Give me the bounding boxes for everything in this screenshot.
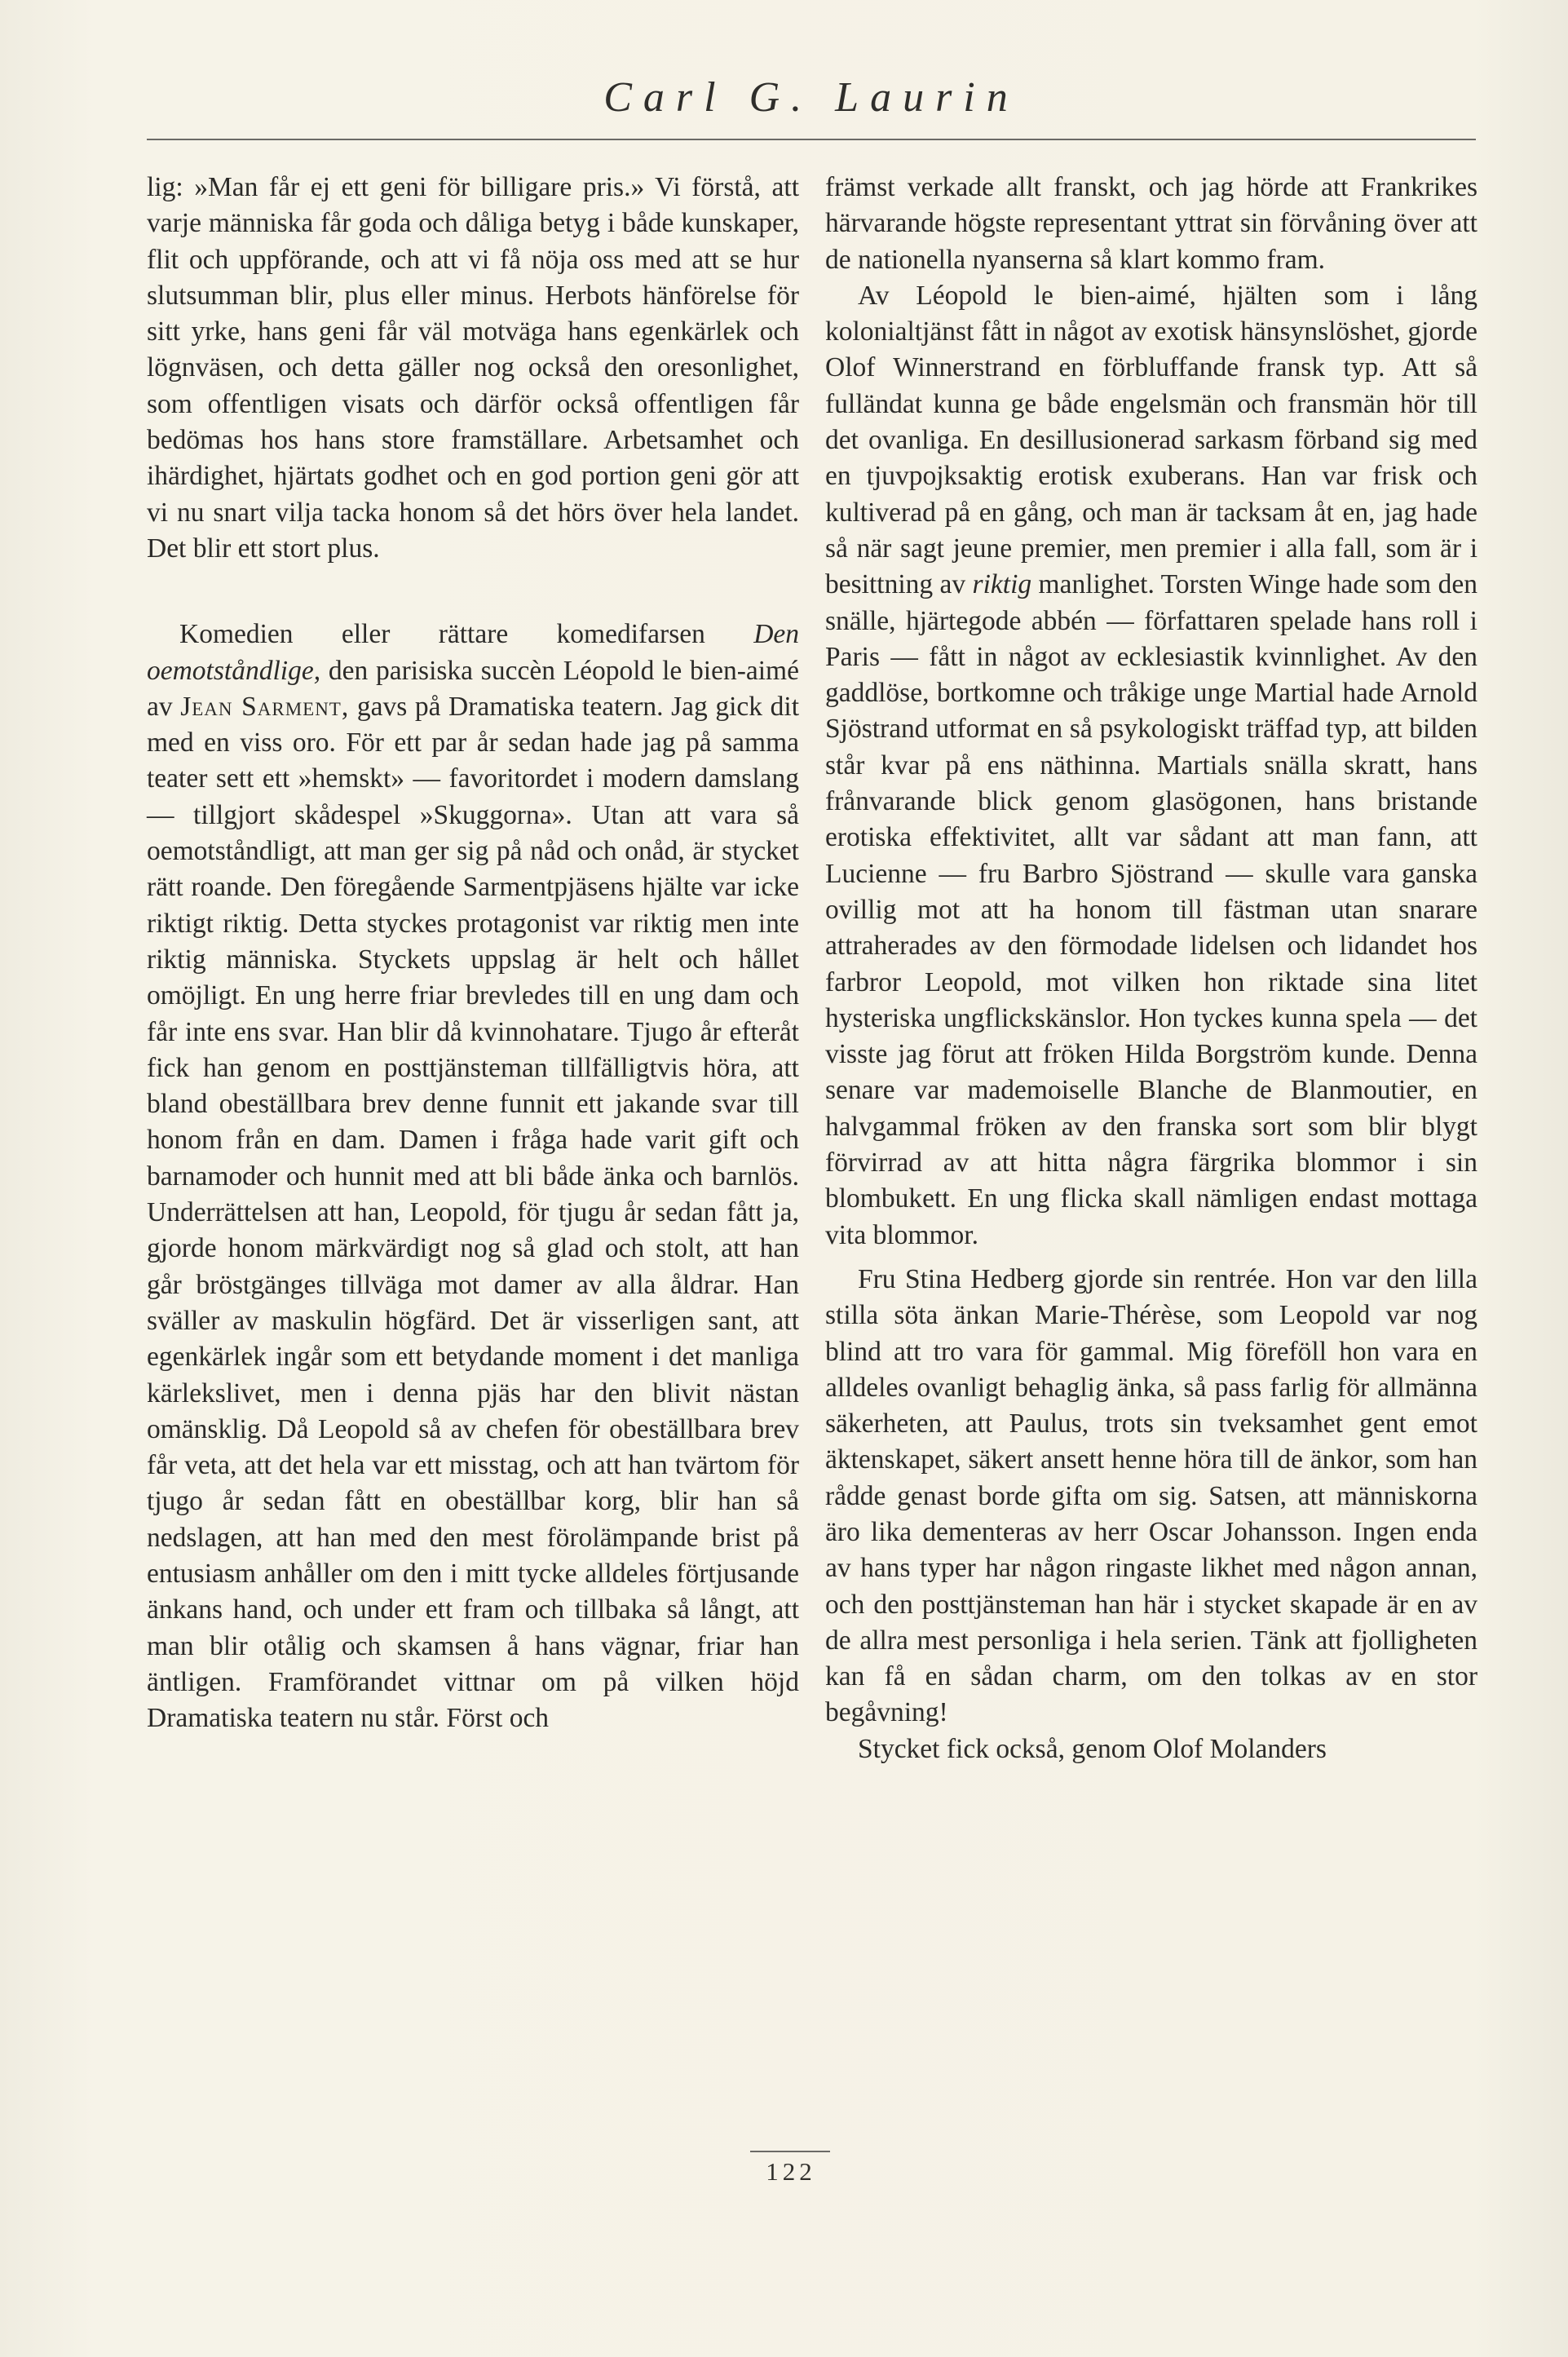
paragraph-actors: [825, 278, 1477, 1254]
review-body-text: gavs på Dramatiska teatern. Jag gick dit med en viss oro. För ett par år sedan hade jag på samma teater sett ett »hemskt» — favoritordet i modern damslang — tillgjort skådespel »Skuggorna». Utan att vara så oemotståndligt, att man ger sig på nåd och onåd, är stycket rätt roande. Den föregående Sarmentpjäsens hjälte var icke riktigt riktig. Detta styckes protagonist var riktig men inte riktig människa. Styckets uppslag är helt och hållet omöjligt. En ung herre friar brevledes till en ung dam och får inte ens svar. Han blir då kvinnohatare. Tjugo år efteråt fick han genom en posttjänsteman tillfälligtvis höra, att bland obeställbara brev denne funnit ett jakande svar till honom från en dam. Damen i fråga hade varit gift och barnamoder och hunnit med att bli både änka och barnlös. Underrättelsen att han, Leopold, för tjugu år sedan fått ja, gjorde honom märkvärdigt nog så glad och stolt, att han går bröstgänges tillväga mot damer av alla åldrar. Han sväller av maskulin högfärd. Det är visserligen sant, att egenkärlek ingår som ett betydande moment i det manliga kärlekslivet, men i denna pjäs har den blivit nästan omänsklig. Då Leopold så av chefen för obeställbara brev får veta, att det hela var ett misstag, och att han tvärtom för tjugo år sedan fått en obeställbar korg, blir han så nedslagen, att han med den mest förolämpande brist på entusiasm anhåller om den i mitt tycke alldeles förtjusande änkans hand, och under ett fram och tillbaka så långt, att man blir otålig och skamsen å hans vägnar, friar han äntligen. Framförandet vittnar om på vilken höjd Dramatiska teatern nu står. Först och: [147, 691, 800, 1734]
page-number: 122: [766, 2157, 816, 2186]
paragraph-stina-hedberg: Fru Stina Hedberg gjorde sin rentrée. Hon var den lilla stilla söta änkan Marie-Thérèse, som Leopold var nog blind att tro vara för gammal. Mig föreföll hon vara en alldeles ovanligt behaglig änka, så pass farlig för allmänna säkerheten, att Paulus, trots sin tveksamhet gent emot äktenskapet, säkert ansett henne höra till de änkor, som han rådde genast borde gifta om sig. Satsen, att människorna äro lika dementeras av herr Oscar Johansson. Ingen enda av hans typer har någon ringaste likhet med någon annan, och den posttjänsteman han här i stycket skapade är en av de allra mest personliga i hela serien. Tänk att fjolligheten kan få en sådan charm, om den tolkas av en stor begåvning!: [825, 1263, 1477, 1728]
page-header: [147, 65, 1476, 140]
paragraph-continuation: främst verkade allt franskt, och jag hörde att Frankrikes härvarande högste representant yttrat sin förvåning över att de nationella nyanserna så klart kommo fram.: [825, 172, 1477, 275]
left-column: [147, 170, 799, 1736]
review-intro-text-2: den parisiska succèn Léopold le bien-aimé av: [147, 655, 799, 722]
running-head: Carl G. Laurin: [603, 74, 1019, 121]
review-intro-text: Komedien eller rättare komedifarsen: [179, 619, 754, 650]
actors-text: Av Léopold le bien-aimé, hjälten som i lång kolonialtjänst fått in något av exotisk hänsynslöshet, gjorde Olof Winnerstrand en förbluffande fransk typ. Att så fulländat kunna ge både engelsmän och fransmän hör till det ovanliga. En desillusionerad sarkasm förband sig med en tjuvpojksaktig erotisk exuberans. Han var frisk och kultiverad på en gång, och man är tacksam åt en, jag hade så när sagt jeune premier, men premier i alla fall, som är i besittning av: [825, 280, 1477, 600]
actors-text-2: manlighet. Torsten Winge hade som den snälle, hjärtegode abbén — författaren spelade hans roll i Paris — fått in något av ecklesiastik kvinnlighet. Av den gaddlöse, bortkomne och tråkige unge Martial hade Arnold Sjöstrand utformat en så psykologiskt träffad typ, att bilden står kvar på ens näthinna. Martials snälla skratt, hans frånvarande blick genom glasögonen, hans bristande erotiska effektivitet, allt var sådant att man fann, att Lucienne — fru Barbro Sjöstrand — skulle vara ganska ovillig mot att ha honom till fästman utan snarare attraherades av den förmodade lidelsen och lidandet hos farbror Leopold, mot vilken hon riktade sina litet hysteriska ungflickskänslor. Hon tyckes kunna spela — det visste jag förut att fröken Hilda Borgström kunde. Denna senare var mademoiselle Blanche de Blanmoutier, en halvgammal fröken av den franska sort som blir blygt förvirrad av att hitta några färgrika blommor i sin blombukett. En ung flicka skall nämligen endast mottaga vita blommor.: [825, 569, 1477, 1250]
author-name: Jean Sarment,: [180, 691, 350, 722]
emphasis-word: riktig: [972, 569, 1032, 600]
paragraph-gap: [825, 1254, 1477, 1262]
paragraph-review-intro: [147, 617, 799, 1736]
play-title: Den oemotståndlige,: [147, 619, 799, 686]
paragraph-herbot-conclusion: lig: »Man får ej ett geni för billigare pris.» Vi förstå, att varje människa får goda och dåliga betyg i både kunskaper, flit och uppförande, och att vi få nöja oss med att se hur slutsumman blir, plus eller minus. Herbots hänförelse för sitt yrke, hans geni får väl motväga hans egenkärlek och lögnväsen, och detta gäller nog också den oresonlighet, som offentligen visats och därför också offentligen får bedömas hos hans store framställare. Arbetsamhet och ihärdighet, hjärtats godhet och en god portion geni gör att vi nu snart vilja tacka honom så det hörs över hela landet. Det blir ett stort plus.: [147, 172, 799, 564]
paragraph-gap: [147, 567, 799, 617]
footer-rule: [750, 2151, 830, 2152]
right-column: [825, 170, 1477, 1767]
paragraph-closing: Stycket fick också, genom Olof Molanders: [858, 1733, 1327, 1764]
